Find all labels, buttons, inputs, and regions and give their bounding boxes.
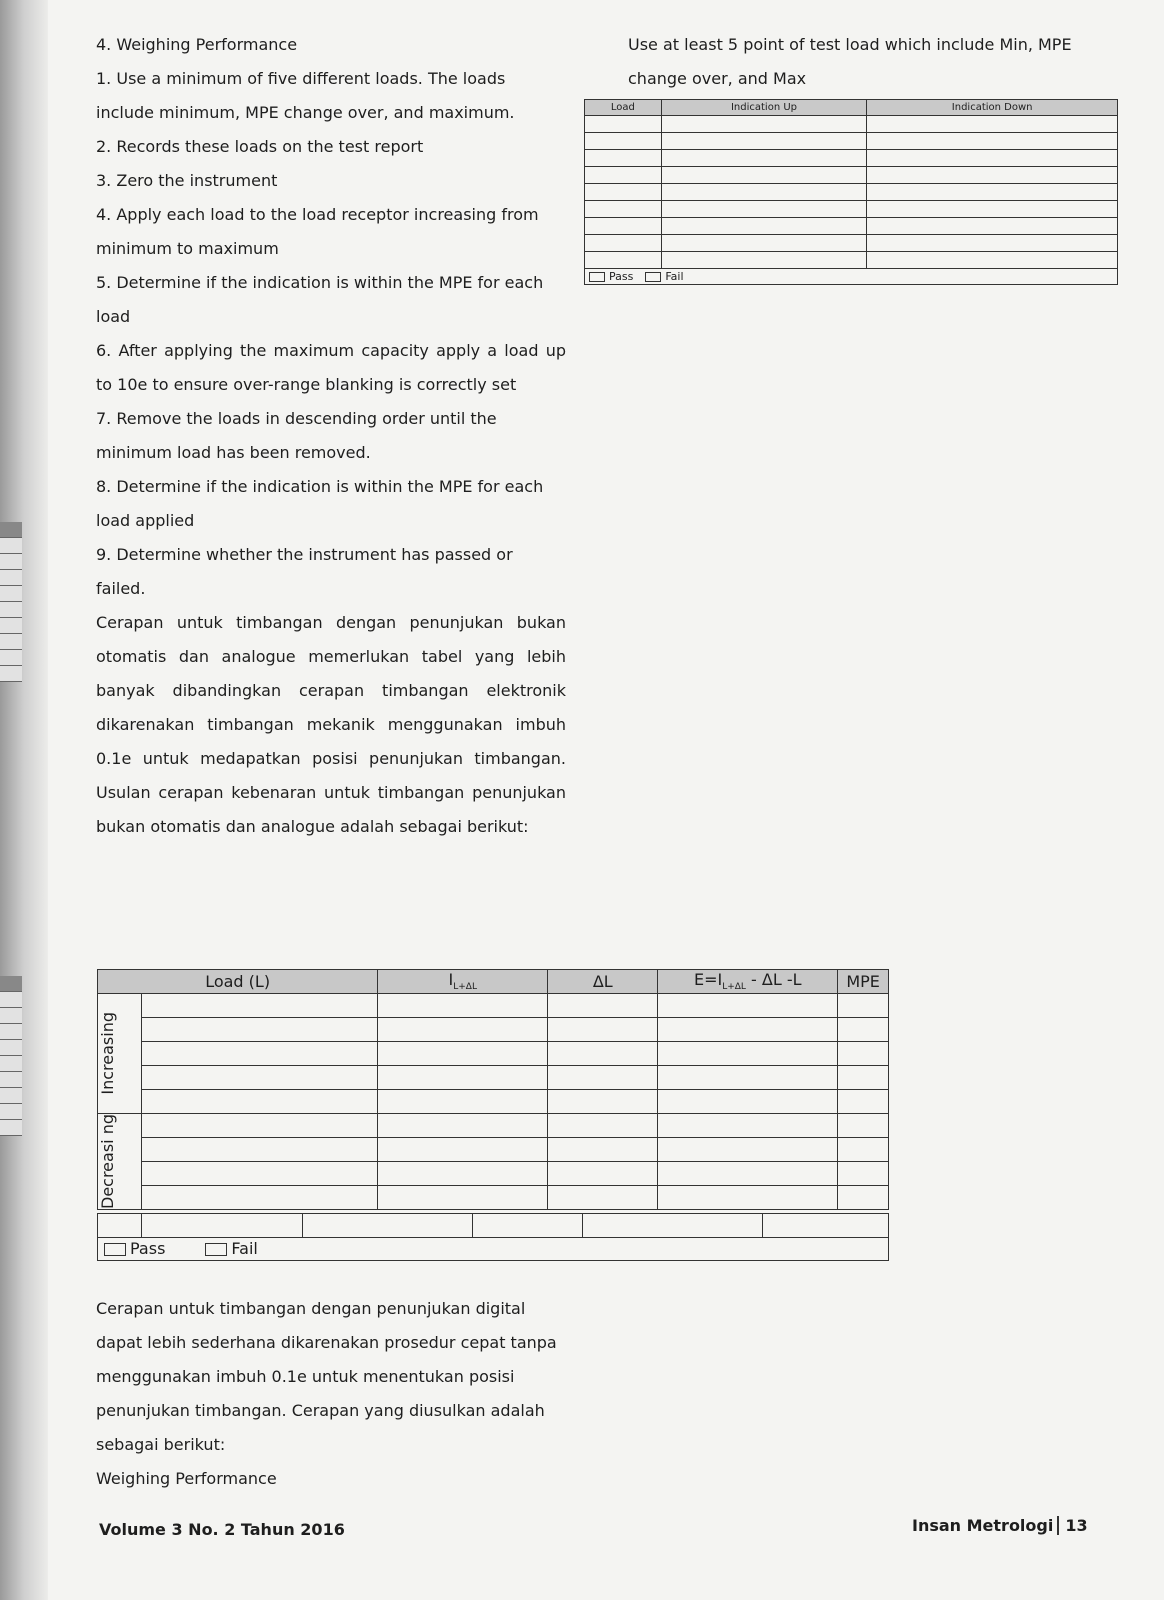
table-cell[interactable]	[867, 184, 1118, 201]
table-cell[interactable]	[658, 1138, 838, 1162]
table-cell[interactable]	[548, 1162, 658, 1186]
table-cell[interactable]	[661, 218, 867, 235]
table-cell[interactable]	[867, 235, 1118, 252]
step: 9. Determine whether the instrument has passed or failed.	[96, 545, 513, 598]
header-mpe: MPE	[838, 970, 889, 994]
table-row	[98, 1090, 889, 1114]
table-row	[98, 1138, 889, 1162]
table-row	[585, 184, 1118, 201]
pass-label: Pass	[609, 270, 634, 283]
table-cell[interactable]	[661, 184, 867, 201]
table-cell[interactable]	[658, 1042, 838, 1066]
header-indication-down: Indication Down	[867, 100, 1118, 116]
table-cell[interactable]	[867, 116, 1118, 133]
page-edge-tabs	[0, 976, 22, 1136]
test-load-table	[584, 99, 1118, 285]
decreasing-label: Decreasi ng	[98, 1114, 117, 1209]
table-row	[98, 1186, 889, 1210]
page-number: 13	[1057, 1516, 1087, 1535]
table-cell[interactable]	[142, 1138, 378, 1162]
table-cell[interactable]	[838, 1018, 889, 1042]
journal-name: Insan Metrologi	[912, 1516, 1054, 1535]
table-cell[interactable]	[867, 167, 1118, 184]
table-cell[interactable]	[585, 167, 662, 184]
table-row	[585, 201, 1118, 218]
table-row	[585, 133, 1118, 150]
book-spine-shadow	[0, 0, 48, 1600]
table-cell[interactable]	[838, 1066, 889, 1090]
header-indication-up: Indication Up	[661, 100, 867, 116]
fail-label: Fail	[231, 1239, 258, 1258]
fail-checkbox[interactable]	[205, 1243, 227, 1256]
step: 1. Use a minimum of five different loads. The loads include minimum, MPE change over, and maximum.	[96, 69, 515, 122]
table-cell[interactable]	[548, 994, 658, 1018]
analogue-test-table	[97, 969, 889, 1210]
fail-label: Fail	[665, 270, 684, 283]
table-cell[interactable]	[585, 116, 662, 133]
table-cell[interactable]	[378, 1138, 548, 1162]
step: 6. After applying the maximum capacity apply a load up to 10e to ensure over-range blanking is correctly set	[96, 341, 566, 394]
table-cell[interactable]	[142, 994, 378, 1018]
table-row	[98, 994, 889, 1018]
table-cell[interactable]	[867, 133, 1118, 150]
table-cell[interactable]	[585, 218, 662, 235]
step: 5. Determine if the indication is within the MPE for each load	[96, 273, 544, 326]
step: 2. Records these loads on the test report	[96, 137, 424, 156]
table-cell[interactable]	[838, 1042, 889, 1066]
left-column-text	[96, 28, 566, 844]
table-row	[585, 116, 1118, 133]
table-cell[interactable]	[548, 1018, 658, 1042]
table-cell[interactable]	[867, 150, 1118, 167]
table-cell[interactable]	[658, 1018, 838, 1042]
table-cell[interactable]	[867, 218, 1118, 235]
table-cell[interactable]	[658, 994, 838, 1018]
table-cell[interactable]	[658, 1066, 838, 1090]
table-cell[interactable]	[378, 1090, 548, 1114]
table-cell[interactable]	[838, 1114, 889, 1138]
extra-row-table	[97, 1213, 889, 1238]
table-row	[98, 1114, 889, 1138]
increasing-label: Increasing	[98, 1012, 117, 1095]
table-cell[interactable]	[658, 1186, 838, 1210]
table-cell[interactable]	[661, 116, 867, 133]
table-cell[interactable]	[867, 201, 1118, 218]
table-row	[98, 1162, 889, 1186]
table-cell[interactable]	[585, 150, 662, 167]
step: 8. Determine if the indication is within the MPE for each load applied	[96, 477, 544, 530]
header-indication: $I_{L+\Delta L}$	[378, 970, 548, 994]
table-row	[98, 1042, 889, 1066]
bottom-text	[96, 1292, 566, 1496]
right-column-intro: Use at least 5 point of test load which include Min, MPE change over, and Max	[628, 35, 1072, 88]
table-cell[interactable]	[585, 184, 662, 201]
table-cell[interactable]	[142, 1114, 378, 1138]
table-cell[interactable]	[661, 201, 867, 218]
footer-journal	[912, 1516, 1088, 1535]
table-cell[interactable]	[378, 1066, 548, 1090]
table-cell[interactable]	[661, 252, 867, 269]
table-cell[interactable]	[585, 235, 662, 252]
section-heading: Weighing Performance	[96, 1469, 277, 1488]
step: 3. Zero the instrument	[96, 171, 278, 190]
table-cell[interactable]	[661, 133, 867, 150]
section-heading: 4. Weighing Performance	[96, 35, 298, 54]
table-cell[interactable]	[378, 1018, 548, 1042]
header-load-l: Load (L)	[98, 970, 378, 994]
table-cell[interactable]	[548, 1066, 658, 1090]
table-cell[interactable]	[585, 201, 662, 218]
table-cell[interactable]	[838, 994, 889, 1018]
step: 7. Remove the loads in descending order until the minimum load has been removed.	[96, 409, 497, 462]
table-cell[interactable]	[838, 1186, 889, 1210]
table-cell[interactable]	[548, 1138, 658, 1162]
table-cell[interactable]	[548, 1042, 658, 1066]
table-cell[interactable]	[378, 1042, 548, 1066]
pass-checkbox[interactable]	[104, 1243, 126, 1256]
pass-label: Pass	[130, 1239, 166, 1258]
paragraph: Cerapan untuk timbangan dengan penunjukan digital dapat lebih sederhana dikarenakan prosedur cepat tanpa menggunakan imbuh 0.1e untuk menentukan posisi penunjukan timbangan. Cerapan yang diusulkan adalah sebagai berikut:	[96, 1299, 557, 1454]
footer-volume: Volume 3 No. 2 Tahun 2016	[99, 1520, 345, 1539]
table-cell[interactable]	[658, 1162, 838, 1186]
table-cell[interactable]	[661, 167, 867, 184]
header-load: Load	[585, 100, 662, 116]
table-cell[interactable]	[378, 994, 548, 1018]
header-error: $E=I_{L+\Delta L} - \Delta L$ -L	[658, 970, 838, 994]
table-row	[585, 252, 1118, 269]
pass-fail-row	[97, 1237, 889, 1261]
table-cell[interactable]	[548, 1090, 658, 1114]
table-cell[interactable]	[142, 1042, 378, 1066]
table-cell[interactable]	[838, 1090, 889, 1114]
table-cell[interactable]	[838, 1162, 889, 1186]
table-cell[interactable]	[378, 1186, 548, 1210]
paragraph: Cerapan untuk timbangan dengan penunjukan bukan otomatis dan analogue memerlukan tabel yang lebih banyak dibandingkan cerapan timbangan elektronik dikarenakan timbangan mekanik menggunakan imbuh 0.1e untuk medapatkan posisi penunjukan timbangan. Usulan cerapan kebenaran untuk timbangan penunjukan bukan otomatis dan analogue adalah sebagai berikut:	[96, 613, 566, 836]
pass-fail-row	[584, 269, 1118, 285]
page-edge-tabs	[0, 522, 22, 682]
fail-checkbox[interactable]	[645, 272, 661, 282]
table-cell[interactable]	[142, 1186, 378, 1210]
table-cell[interactable]	[658, 1090, 838, 1114]
table-row	[98, 1018, 889, 1042]
table-cell[interactable]	[142, 1162, 378, 1186]
table-cell[interactable]	[661, 235, 867, 252]
table-cell[interactable]	[548, 1186, 658, 1210]
table-cell[interactable]	[142, 1090, 378, 1114]
table-cell[interactable]	[142, 1066, 378, 1090]
table-row	[98, 1066, 889, 1090]
step: 4. Apply each load to the load receptor increasing from minimum to maximum	[96, 205, 539, 258]
table-cell[interactable]	[658, 1114, 838, 1138]
table-cell[interactable]	[548, 1114, 658, 1138]
table-row	[585, 150, 1118, 167]
header-delta-l: ΔL	[548, 970, 658, 994]
table-cell[interactable]	[378, 1114, 548, 1138]
table-cell[interactable]	[585, 252, 662, 269]
table-cell[interactable]	[867, 252, 1118, 269]
table-cell[interactable]	[378, 1162, 548, 1186]
table-row	[585, 167, 1118, 184]
table-cell[interactable]	[661, 150, 867, 167]
table-cell[interactable]	[142, 1018, 378, 1042]
pass-checkbox[interactable]	[589, 272, 605, 282]
table-row	[585, 235, 1118, 252]
table-cell[interactable]	[838, 1138, 889, 1162]
table-row	[585, 218, 1118, 235]
table-cell[interactable]	[585, 133, 662, 150]
